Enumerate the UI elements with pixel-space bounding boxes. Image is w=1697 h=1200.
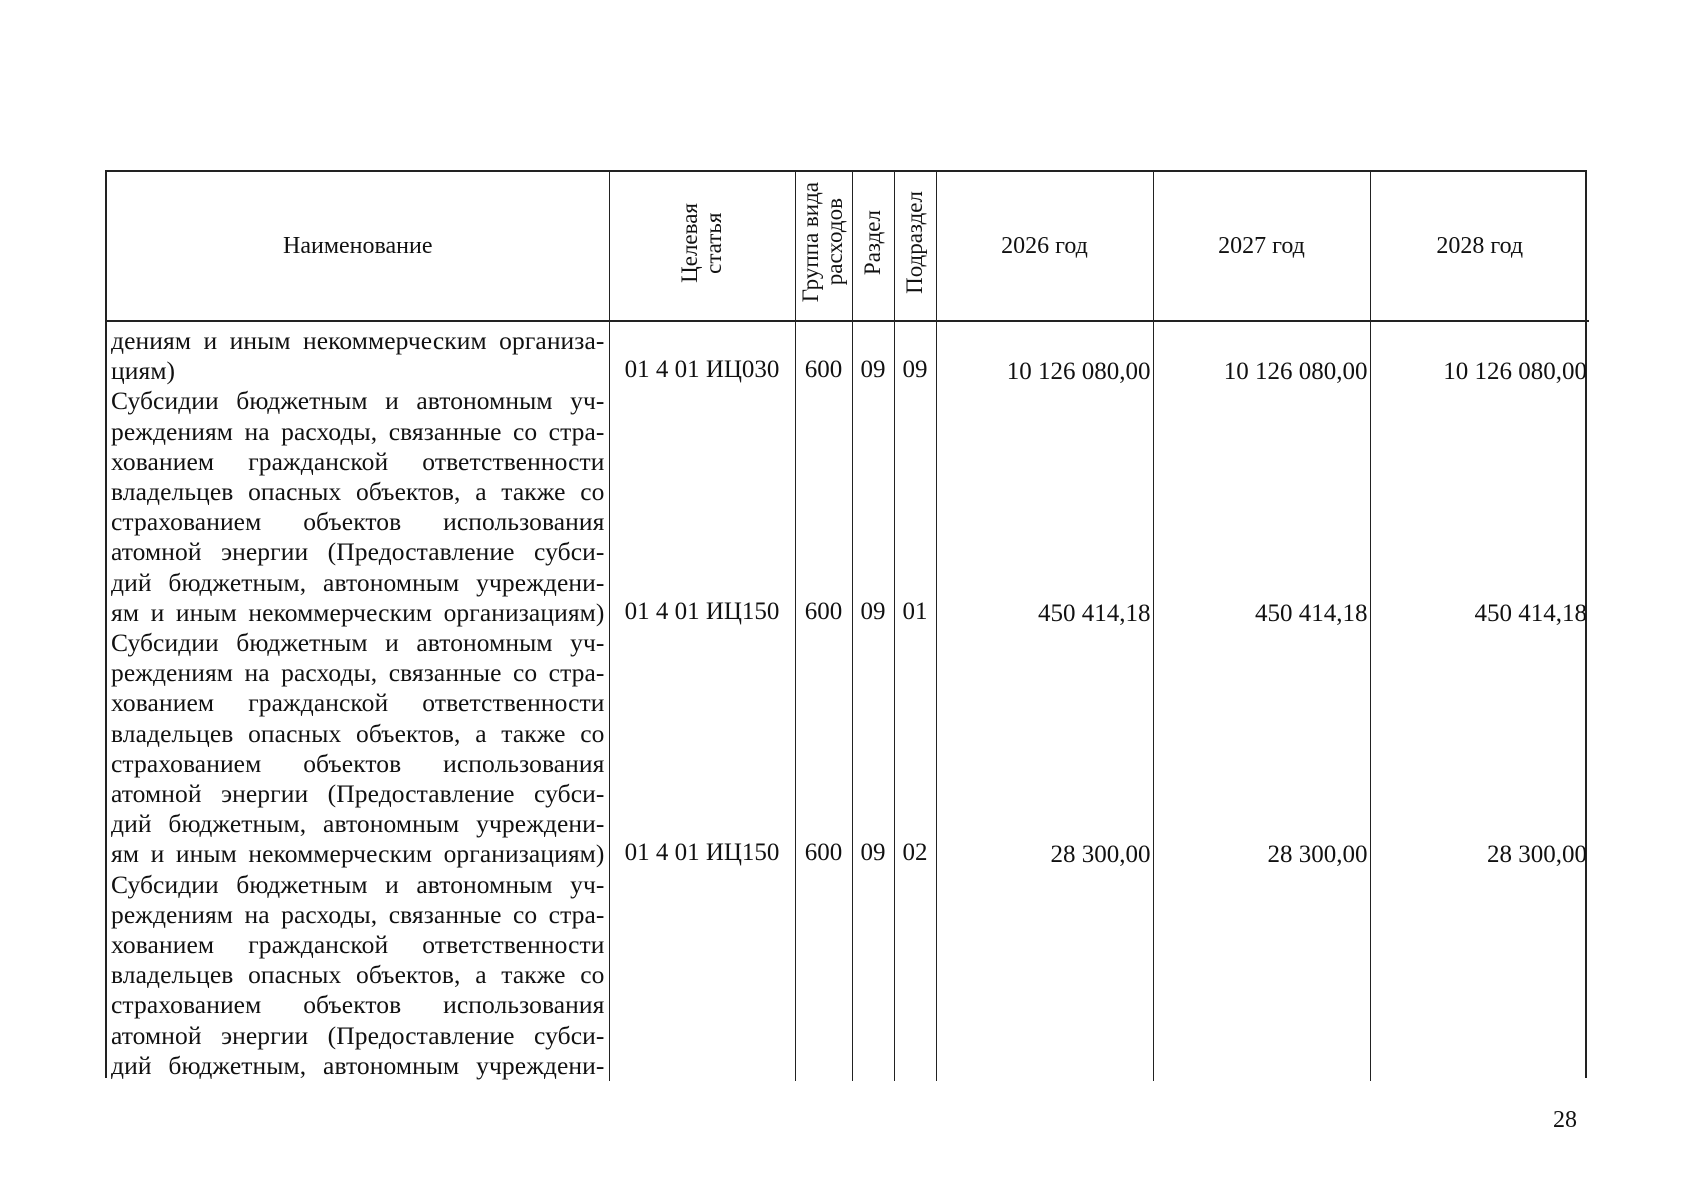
- header-section: Раздел: [852, 172, 894, 321]
- row-1-y2026: 10 126 080,00: [1006, 358, 1151, 386]
- row-3-target: 01 4 01 ИЦ150: [624, 839, 780, 867]
- page-number: 28: [1553, 1107, 1577, 1133]
- row-2-section: 09: [860, 597, 886, 625]
- header-subsection: Подраздел: [894, 172, 936, 321]
- name-line: дий бюджетным, автономным учреждени-: [111, 1050, 605, 1080]
- target-column: [609, 321, 795, 1081]
- name-line: ям и иным некоммерческим организациям): [111, 839, 605, 869]
- header-2027: 2027 год: [1153, 172, 1370, 321]
- row-3-subsection: 02: [902, 839, 928, 867]
- row-3-y2026: 28 300,00: [1050, 841, 1151, 869]
- name-line: страхованием объектов использования: [111, 990, 605, 1020]
- name-line: атомной энергии (Предоставление субси-: [111, 537, 605, 567]
- row-2-y2028: 450 414,18: [1474, 599, 1587, 627]
- row-3-y2028: 28 300,00: [1487, 841, 1587, 869]
- name-line: дий бюджетным, автономным учреждени-: [111, 809, 605, 839]
- name-line: владельцев опасных объектов, а также со: [111, 477, 605, 507]
- name-line: атомной энергии (Предоставление субси-: [111, 779, 605, 809]
- row-3-y2027: 28 300,00: [1267, 841, 1368, 869]
- header-target: Целевая статья: [609, 172, 795, 321]
- name-line: владельцев опасных объектов, а также со: [111, 960, 605, 990]
- name-line: хованием гражданской ответственности: [111, 930, 605, 960]
- row-1-target: 01 4 01 ИЦ030: [624, 356, 780, 384]
- name-line: атомной энергии (Предоставление субси-: [111, 1020, 605, 1050]
- name-line: циям): [111, 356, 176, 386]
- name-line: Субсидии бюджетным и автономным уч-: [111, 386, 605, 416]
- table-header-row: [107, 172, 1589, 321]
- name-line: хованием гражданской ответственности: [111, 446, 605, 476]
- budget-table: [107, 172, 1589, 1081]
- y2026-column: [936, 321, 1153, 1081]
- name-line: реждениям на расходы, связанные со стра-: [111, 658, 605, 688]
- row-2-group: 600: [804, 597, 843, 625]
- header-2028: 2028 год: [1370, 172, 1589, 321]
- name-line: дий бюджетным, автономным учреждени-: [111, 567, 605, 597]
- row-2-y2026: 450 414,18: [1038, 599, 1151, 627]
- y2027-column: [1153, 321, 1370, 1081]
- row-1-subsection: 09: [902, 356, 928, 384]
- name-line: хованием гражданской ответственности: [111, 688, 605, 718]
- name-line: ям и иным некоммерческим организациям): [111, 597, 605, 627]
- row-3-section: 09: [860, 839, 886, 867]
- row-1-section: 09: [860, 356, 886, 384]
- row-1-y2027: 10 126 080,00: [1223, 358, 1368, 386]
- row-2-y2027: 450 414,18: [1255, 599, 1368, 627]
- group-column: [795, 321, 852, 1081]
- name-column: [107, 321, 609, 1081]
- row-1-group: 600: [804, 356, 843, 384]
- header-group: Группа вида расходов: [795, 172, 852, 321]
- row-1-y2028: 10 126 080,00: [1443, 358, 1587, 386]
- row-3-group: 600: [804, 839, 843, 867]
- name-line: реждениям на расходы, связанные со стра-: [111, 899, 605, 929]
- name-line: Субсидии бюджетным и автономным уч-: [111, 869, 605, 899]
- name-line: реждениям на расходы, связанные со стра-: [111, 416, 605, 446]
- name-line: владельцев опасных объектов, а также со: [111, 718, 605, 748]
- table-body-row: [107, 321, 1589, 1081]
- section-column: [852, 321, 894, 1081]
- name-line: страхованием объектов использования: [111, 507, 605, 537]
- name-line: Субсидии бюджетным и автономным уч-: [111, 628, 605, 658]
- budget-table-frame: [105, 170, 1587, 1078]
- y2028-column: [1370, 321, 1589, 1081]
- header-2026: 2026 год: [936, 172, 1153, 321]
- row-2-target: 01 4 01 ИЦ150: [624, 597, 780, 625]
- name-line: страхованием объектов использования: [111, 748, 605, 778]
- name-text: [111, 326, 605, 1081]
- name-line: дениям и иным некоммерческим организа-: [111, 326, 605, 355]
- row-2-subsection: 01: [902, 597, 928, 625]
- header-name: Наименование: [107, 172, 609, 321]
- subsection-column: [894, 321, 936, 1081]
